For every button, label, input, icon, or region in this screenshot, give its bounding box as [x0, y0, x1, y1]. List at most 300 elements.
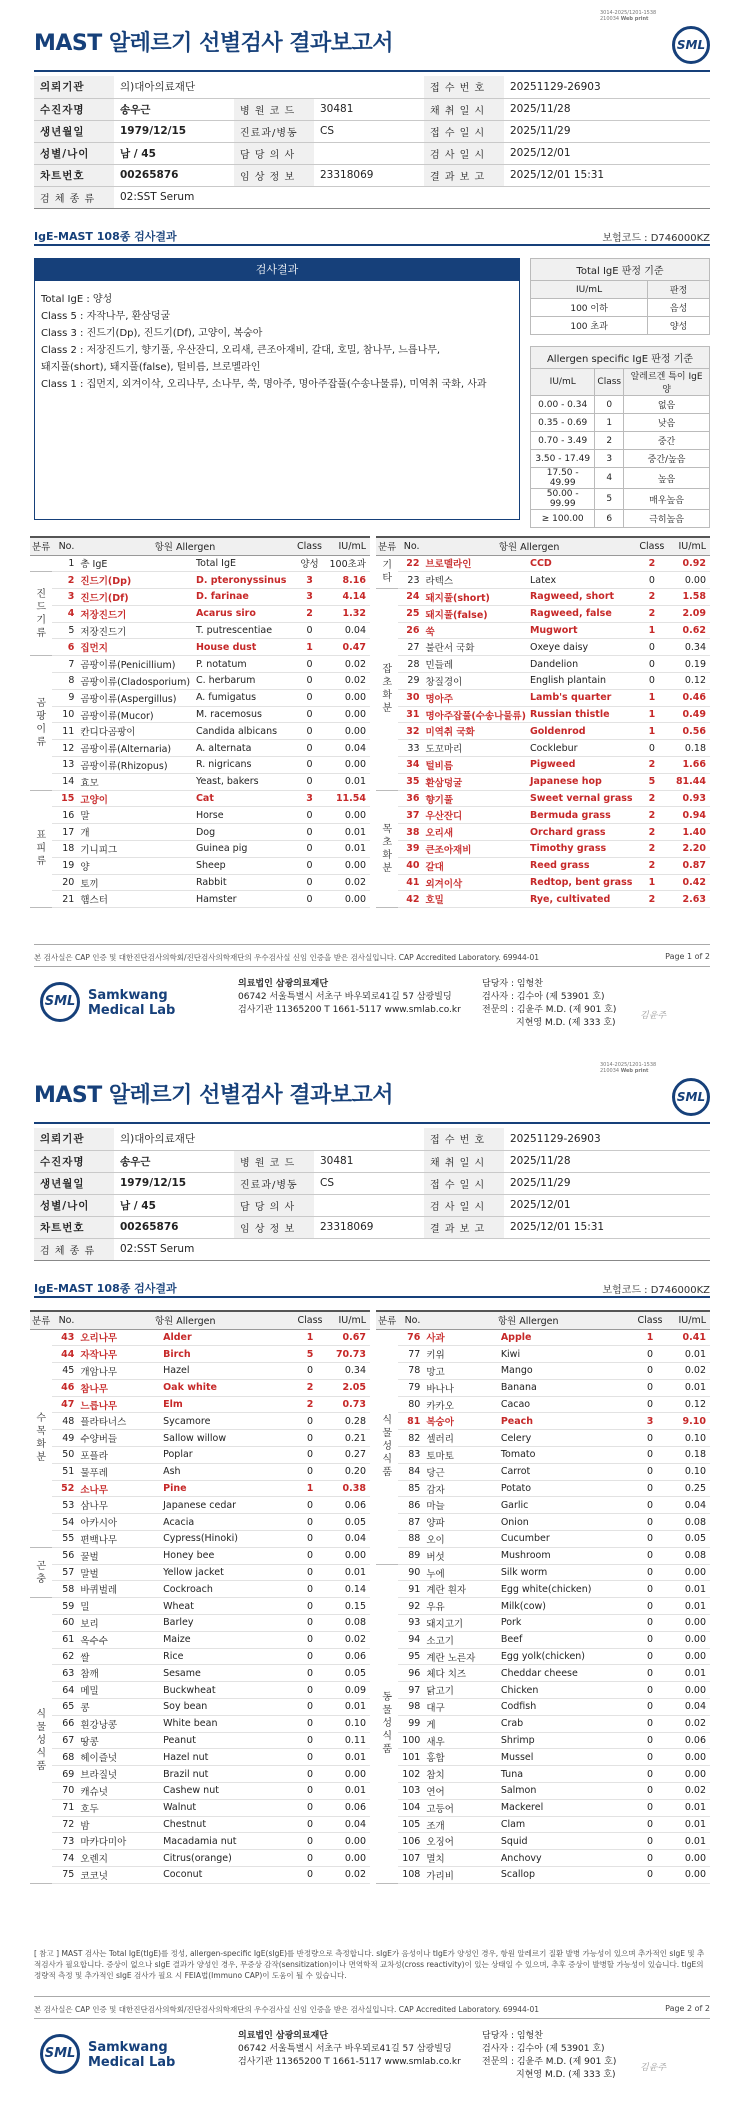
allergen-english: Rice: [161, 1648, 292, 1665]
allergen-english: Salmon: [499, 1783, 632, 1800]
allergen-korean: 브로멜라인: [424, 555, 528, 572]
allergen-class: 0: [632, 1547, 668, 1564]
allergen-class: 0: [292, 1531, 328, 1548]
allergen-no: 51: [52, 1463, 78, 1480]
allergen-iu: 0.04: [328, 622, 371, 639]
title-divider: [34, 1122, 710, 1124]
allergen-english: Mushroom: [499, 1547, 632, 1564]
allergen-no: 91: [398, 1581, 424, 1598]
allergen-iu: 0.00: [668, 1631, 710, 1648]
standard-header: 알레르겐 특이 IgE 양: [624, 369, 710, 396]
allergen-english: Rabbit: [194, 874, 292, 891]
allergen-row: [376, 1833, 710, 1850]
standard-cell: 없음: [624, 396, 710, 414]
allergen-class: 0: [292, 841, 328, 858]
allergen-no: 61: [52, 1631, 78, 1648]
allergen-korean: 콩: [78, 1699, 161, 1716]
allergen-no: 77: [398, 1346, 424, 1363]
standard-cell: 100 초과: [531, 317, 648, 335]
allergen-class: 0: [632, 1514, 668, 1531]
allergen-korean: 곰팡이류(Cladosporium): [78, 673, 194, 690]
allergen-iu: 0.01: [328, 1783, 370, 1800]
allergen-row: [30, 1598, 370, 1615]
allergen-english: Candida albicans: [194, 723, 292, 740]
allergen-korean: 참나무: [78, 1379, 161, 1396]
allergen-no: 9: [52, 689, 78, 706]
allergen-iu: 0.00: [668, 1867, 710, 1884]
allergen-class: 5: [635, 773, 670, 790]
allergen-iu: 0.06: [668, 1732, 710, 1749]
result-line: Class 1 : 집먼지, 외겨이삭, 오리나무, 소나무, 쑥, 명아주, 명아주잡풀(수송나물류), 미역취 국화, 사과: [41, 379, 487, 390]
allergen-class: 2: [635, 841, 670, 858]
allergen-no: 87: [398, 1514, 424, 1531]
allergen-english: A. fumigatus: [194, 689, 292, 706]
allergen-korean: 호두: [78, 1799, 161, 1816]
allergen-english: Chestnut: [161, 1816, 292, 1833]
allergen-class: 1: [292, 1480, 328, 1497]
allergen-iu: 2.09: [669, 605, 710, 622]
allergen-no: 62: [52, 1648, 78, 1665]
allergen-class: 2: [635, 589, 670, 606]
reference-note: [ 참고 ] MAST 검사는 Total IgE(tIgE)를 정성, allergen-specific IgE(sIgE)를 반정량으로 측정합니다. sIgE가 음성이나 tIgE가 양성인 경우, 항원 알레르기 질환 발병 가능성이 있으며 추가적인 sIgE 및 추적검사가 필요합니다. 증상이 없으나 sIgE 결과가 양성인 경우, 무증상 감작(sensitization)이나 면역학적 교차성(cross reactivity)이 있는 상태일 수 있으며, 추후 증상이 발병할 가능성이 있습니다. tIgE의 정량적 측정 및 추가적인 sIgE 검사가 필요 시 FEIA법(Immuno CAP)이 도움이 될 수 있습니다.: [34, 1949, 705, 1980]
allergen-korean: 밤: [78, 1816, 161, 1833]
allergen-class: 0: [292, 1682, 328, 1699]
allergen-category: [30, 555, 52, 572]
allergen-iu: 0.18: [669, 740, 710, 757]
allergen-iu: 0.00: [668, 1564, 710, 1581]
allergen-english: Dandelion: [528, 656, 635, 673]
allergen-iu: 0.01: [668, 1598, 710, 1615]
allergen-korean: 버섯: [424, 1547, 498, 1564]
allergen-row: [30, 1447, 370, 1464]
allergen-korean: 저장진드기: [78, 605, 194, 622]
allergen-korean: 명아주: [424, 689, 528, 706]
allergen-no: 68: [52, 1749, 78, 1766]
allergen-no: 72: [52, 1816, 78, 1833]
allergen-class: 3: [292, 589, 328, 606]
allergen-english: Squid: [499, 1833, 632, 1850]
result-line: Class 3 : 진드기(Dp), 진드기(Df), 고양이, 복숭아: [41, 328, 263, 339]
allergen-iu: 0.02: [328, 656, 371, 673]
allergen-korean: 우산잔디: [424, 807, 528, 824]
allergen-no: 52: [52, 1480, 78, 1497]
allergen-class: 0: [292, 1732, 328, 1749]
allergen-iu: 0.47: [328, 639, 371, 656]
standard-cell: 2: [595, 432, 624, 450]
allergen-row: [376, 673, 710, 690]
standard-cell: 낮음: [624, 414, 710, 432]
allergen-class: 2: [635, 757, 670, 774]
allergen-row: [30, 1514, 370, 1531]
allergen-english: Silk worm: [499, 1564, 632, 1581]
allergen-class: 0: [292, 757, 328, 774]
allergen-class: 0: [292, 773, 328, 790]
allergen-row: [30, 1631, 370, 1648]
allergen-class: 0: [632, 1850, 668, 1867]
allergen-row: [376, 1715, 710, 1732]
total-ige-standard-table: [530, 258, 710, 335]
allergen-iu: 0.10: [668, 1430, 710, 1447]
allergen-no: 70: [52, 1783, 78, 1800]
allergen-iu: 0.18: [668, 1447, 710, 1464]
allergen-iu: 0.00: [669, 572, 710, 589]
allergen-korean: 곰팡이류(Aspergillus): [78, 689, 194, 706]
allergen-row: [376, 1547, 710, 1564]
allergen-iu: 0.00: [328, 757, 371, 774]
allergen-iu: 0.56: [669, 723, 710, 740]
allergen-no: 103: [398, 1783, 424, 1800]
allergen-class: 0: [632, 1783, 668, 1800]
allergen-row: [30, 1665, 370, 1682]
result-summary-text: [35, 281, 519, 403]
allergen-class: 0: [292, 1749, 328, 1766]
allergen-class: 0: [292, 740, 328, 757]
print-code: 3014-2025/1201-1538 210034 Web print: [600, 1062, 657, 1074]
allergen-no: 26: [398, 622, 423, 639]
allergen-korean: 브라질넛: [78, 1766, 161, 1783]
lab-name: Samkwang Medical Lab: [88, 988, 176, 1018]
allergen-class: 3: [292, 790, 328, 807]
allergen-iu: 0.04: [328, 1816, 370, 1833]
allergen-table-page1-right: [376, 536, 710, 908]
allergen-class: 0: [292, 1833, 328, 1850]
allergen-korean: 토끼: [78, 874, 194, 891]
allergen-row: [30, 589, 370, 606]
standard-cell: 0.35 - 0.69: [531, 414, 595, 432]
allergen-korean: 멸치: [424, 1850, 498, 1867]
allergen-no: 1: [52, 555, 78, 572]
allergen-korean: 물푸레: [78, 1463, 161, 1480]
allergen-korean: 양: [78, 857, 194, 874]
allergen-iu: 0.00: [668, 1615, 710, 1632]
sml-logo: SML: [672, 26, 710, 64]
report-page-2: [0, 1052, 744, 2104]
allergen-english: Ash: [161, 1463, 292, 1480]
allergen-no: 17: [52, 824, 78, 841]
allergen-no: 97: [398, 1682, 424, 1699]
signature: 김윤주: [640, 2063, 667, 2073]
allergen-no: 67: [52, 1732, 78, 1749]
allergen-korean: 호밀: [424, 891, 528, 908]
allergen-english: Cypress(Hinoki): [161, 1531, 292, 1548]
allergen-iu: 0.28: [328, 1413, 370, 1430]
standard-cell: 5: [595, 489, 624, 510]
allergen-row: [30, 824, 370, 841]
allergen-no: 10: [52, 706, 78, 723]
allergen-no: 42: [398, 891, 423, 908]
allergen-iu: 0.01: [328, 1564, 370, 1581]
allergen-row: [30, 1531, 370, 1548]
allergen-no: 74: [52, 1850, 78, 1867]
allergen-english: Hazel nut: [161, 1749, 292, 1766]
standard-cell: 3.50 - 17.49: [531, 450, 595, 468]
allergen-no: 43: [52, 1329, 78, 1346]
allergen-no: 88: [398, 1531, 424, 1548]
allergen-korean: 돼지고기: [424, 1615, 498, 1632]
allergen-row: [30, 572, 370, 589]
allergen-english: Honey bee: [161, 1547, 292, 1564]
allergen-english: Peanut: [161, 1732, 292, 1749]
allergen-english: Horse: [194, 807, 292, 824]
allergen-english: Rye, cultivated: [528, 891, 635, 908]
standard-cell: 3: [595, 450, 624, 468]
allergen-iu: 2.63: [669, 891, 710, 908]
allergen-no: 82: [398, 1430, 424, 1447]
allergen-iu: 0.01: [668, 1346, 710, 1363]
allergen-korean: 게: [424, 1715, 498, 1732]
allergen-no: 96: [398, 1665, 424, 1682]
allergen-english: Cacao: [499, 1396, 632, 1413]
allergen-english: Garlic: [499, 1497, 632, 1514]
allergen-row: [376, 857, 710, 874]
allergen-row: [376, 874, 710, 891]
allergen-english: Goldenrod: [528, 723, 635, 740]
allergen-row: [30, 1682, 370, 1699]
allergen-korean: 털비름: [424, 757, 528, 774]
allergen-category: 식 물 성 식 품: [376, 1329, 398, 1564]
allergen-no: 29: [398, 673, 423, 690]
allergen-english: Yeast, bakers: [194, 773, 292, 790]
result-line: Total IgE : 양성: [41, 294, 113, 305]
standard-caption: Total IgE 판정 기준: [531, 259, 710, 281]
allergen-english: Cockroach: [161, 1581, 292, 1598]
allergen-class: 5: [292, 1346, 328, 1363]
allergen-row: [30, 841, 370, 858]
allergen-korean: 곰팡이류(Penicillium): [78, 656, 194, 673]
allergen-no: 102: [398, 1766, 424, 1783]
allergen-korean: 복숭아: [424, 1413, 498, 1430]
report-title: MAST 알레르기 선별검사 결과보고서: [34, 31, 394, 56]
allergen-korean: 미역취 국화: [424, 723, 528, 740]
allergen-class: 0: [632, 1363, 668, 1380]
standard-row: [531, 432, 710, 450]
allergen-iu: 0.01: [668, 1665, 710, 1682]
allergen-no: 105: [398, 1816, 424, 1833]
standard-caption: Allergen specific IgE 판정 기준: [531, 347, 710, 369]
allergen-korean: 가리비: [424, 1867, 498, 1884]
allergen-row: [30, 1463, 370, 1480]
allergen-no: 56: [52, 1547, 78, 1564]
allergen-korean: 갈대: [424, 857, 528, 874]
allergen-row: [376, 605, 710, 622]
allergen-english: Japanese hop: [528, 773, 635, 790]
allergen-row: [376, 740, 710, 757]
allergen-iu: 1.58: [669, 589, 710, 606]
standard-cell: 중간/높음: [624, 450, 710, 468]
allergen-english: Citrus(orange): [161, 1850, 292, 1867]
allergen-category: 진 드 기 류: [30, 572, 52, 656]
allergen-no: 99: [398, 1715, 424, 1732]
allergen-korean: 홍합: [424, 1749, 498, 1766]
allergen-english: Barley: [161, 1615, 292, 1632]
standard-header: IU/mL: [531, 281, 648, 299]
allergen-korean: 느릅나무: [78, 1396, 161, 1413]
allergen-no: 54: [52, 1514, 78, 1531]
allergen-korean: 조개: [424, 1816, 498, 1833]
allergen-korean: 계란 노른자: [424, 1648, 498, 1665]
standard-cell: 17.50 - 49.99: [531, 468, 595, 489]
allergen-iu: 0.02: [668, 1715, 710, 1732]
allergen-iu: 0.00: [668, 1850, 710, 1867]
allergen-no: 101: [398, 1749, 424, 1766]
allergen-english: Cocklebur: [528, 740, 635, 757]
allergen-korean: 칸디다곰팡이: [78, 723, 194, 740]
allergen-row: [376, 589, 710, 606]
allergen-korean: 오리새: [424, 824, 528, 841]
allergen-no: 30: [398, 689, 423, 706]
allergen-row: [30, 790, 370, 807]
allergen-english: White bean: [161, 1715, 292, 1732]
allergen-korean: 셀러리: [424, 1430, 498, 1447]
allergen-korean: 향기풀: [424, 790, 528, 807]
allergen-korean: 사과: [424, 1329, 498, 1346]
allergen-korean: 바퀴벌레: [78, 1581, 161, 1598]
allergen-iu: 0.67: [328, 1329, 370, 1346]
allergen-no: 39: [398, 841, 423, 858]
allergen-class: 2: [635, 824, 670, 841]
allergen-class: 2: [635, 605, 670, 622]
allergen-row: [376, 1598, 710, 1615]
allergen-iu: 0.00: [328, 857, 371, 874]
allergen-english: Clam: [499, 1816, 632, 1833]
allergen-class: 0: [635, 673, 670, 690]
allergen-no: 71: [52, 1799, 78, 1816]
report-title: MAST 알레르기 선별검사 결과보고서: [34, 1083, 394, 1108]
allergen-class: 0: [632, 1833, 668, 1850]
allergen-no: 93: [398, 1615, 424, 1632]
allergen-row: [376, 757, 710, 774]
allergen-table-header: 분류 No. 항원 Allergen Class IU/mL: [30, 537, 370, 555]
allergen-korean: 쑥: [424, 622, 528, 639]
allergen-korean: 포플라: [78, 1447, 161, 1464]
allergen-no: 45: [52, 1363, 78, 1380]
allergen-class: 0: [292, 1581, 328, 1598]
allergen-row: [30, 773, 370, 790]
allergen-english: Guinea pig: [194, 841, 292, 858]
allergen-row: [30, 689, 370, 706]
allergen-english: Yellow jacket: [161, 1564, 292, 1581]
allergen-no: 107: [398, 1850, 424, 1867]
allergen-no: 49: [52, 1430, 78, 1447]
allergen-no: 4: [52, 605, 78, 622]
allergen-korean: 플라타너스: [78, 1413, 161, 1430]
allergen-no: 76: [398, 1329, 424, 1346]
allergen-class: 0: [292, 874, 328, 891]
page-number: Page 2 of 2: [665, 2004, 710, 2013]
allergen-iu: 0.21: [328, 1430, 370, 1447]
allergen-class: 3: [632, 1413, 668, 1430]
allergen-class: 0: [632, 1497, 668, 1514]
allergen-class: 0: [292, 1665, 328, 1682]
allergen-korean: 캐슈넛: [78, 1783, 161, 1800]
allergen-no: 94: [398, 1631, 424, 1648]
allergen-no: 100: [398, 1732, 424, 1749]
standard-cell: 0.00 - 0.34: [531, 396, 595, 414]
allergen-row: [30, 874, 370, 891]
allergen-iu: 0.01: [668, 1816, 710, 1833]
allergen-english: Wheat: [161, 1598, 292, 1615]
allergen-class: 0: [292, 706, 328, 723]
allergen-english: Coconut: [161, 1867, 292, 1884]
allergen-english: T. putrescentiae: [194, 622, 292, 639]
allergen-english: Brazil nut: [161, 1766, 292, 1783]
allergen-class: 3: [292, 572, 328, 589]
allergen-class: 0: [292, 1547, 328, 1564]
allergen-iu: 0.00: [328, 1547, 370, 1564]
allergen-row: [376, 706, 710, 723]
lab-staff: 담당자 : 임형찬 검사자 : 김수아 (제 53901 호) 전문의 : 김윤주 M.D. (제 901 호) 지현영 M.D. (제 333 호): [482, 2031, 617, 2080]
standard-row: [531, 450, 710, 468]
allergen-korean: 돼지풀(false): [424, 605, 528, 622]
allergen-iu: 0.02: [328, 874, 371, 891]
allergen-korean: 자작나무: [78, 1346, 161, 1363]
allergen-english: Scallop: [499, 1867, 632, 1884]
allergen-english: Egg yolk(chicken): [499, 1648, 632, 1665]
allergen-class: 0: [292, 1799, 328, 1816]
allergen-english: Alder: [161, 1329, 292, 1346]
allergen-class: 0: [292, 1783, 328, 1800]
allergen-english: A. alternata: [194, 740, 292, 757]
allergen-korean: 고양이: [78, 790, 194, 807]
allergen-row: [376, 1682, 710, 1699]
allergen-category: 수 목 화 분: [30, 1329, 52, 1547]
lab-name: Samkwang Medical Lab: [88, 2040, 176, 2070]
allergen-category: 동 물 성 식 품: [376, 1564, 398, 1883]
allergen-iu: 1.66: [669, 757, 710, 774]
allergen-english: Soy bean: [161, 1699, 292, 1716]
allergen-iu: 8.16: [328, 572, 371, 589]
allergen-row: [30, 1396, 370, 1413]
allergen-iu: 0.04: [328, 1531, 370, 1548]
allergen-english: Codfish: [499, 1699, 632, 1716]
standard-row: [531, 396, 710, 414]
allergen-no: 63: [52, 1665, 78, 1682]
allergen-row: [30, 622, 370, 639]
allergen-table-header: 분류 No. 항원 Allergen Class IU/mL: [376, 1311, 710, 1329]
allergen-row: [376, 639, 710, 656]
allergen-category: 잡 초 화 분: [376, 589, 398, 791]
lab-address: 의료법인 삼광의료재단 06742 서울특별시 서초구 바우뫼로41길 57 삼광빌딩 검사기관 11365200 T 1661-5117 www.smlab.co.kr: [238, 979, 461, 1015]
allergen-class: 0: [632, 1396, 668, 1413]
allergen-class: 1: [635, 622, 670, 639]
standard-row: [531, 414, 710, 432]
allergen-no: 6: [52, 639, 78, 656]
allergen-iu: 0.08: [668, 1547, 710, 1564]
allergen-class: 0: [292, 1867, 328, 1884]
allergen-iu: 0.01: [668, 1799, 710, 1816]
allergen-no: 5: [52, 622, 78, 639]
allergen-iu: 2.20: [669, 841, 710, 858]
allergen-class: 0: [632, 1379, 668, 1396]
allergen-table-page2-left: [30, 1310, 370, 1884]
allergen-row: [376, 841, 710, 858]
allergen-class: 0: [292, 1631, 328, 1648]
allergen-row: [376, 572, 710, 589]
allergen-english: Carrot: [499, 1463, 632, 1480]
allergen-english: Sheep: [194, 857, 292, 874]
allergen-row: [376, 1497, 710, 1514]
allergen-row: [376, 807, 710, 824]
allergen-row: [30, 706, 370, 723]
allergen-row: [30, 1799, 370, 1816]
allergen-english: Oxeye daisy: [528, 639, 635, 656]
allergen-row: [376, 1581, 710, 1598]
allergen-class: 0: [292, 1699, 328, 1716]
allergen-english: Reed grass: [528, 857, 635, 874]
allergen-no: 3: [52, 589, 78, 606]
allergen-korean: 명아주잡풀(수송나물류): [424, 706, 528, 723]
allergen-korean: 곰팡이류(Mucor): [78, 706, 194, 723]
